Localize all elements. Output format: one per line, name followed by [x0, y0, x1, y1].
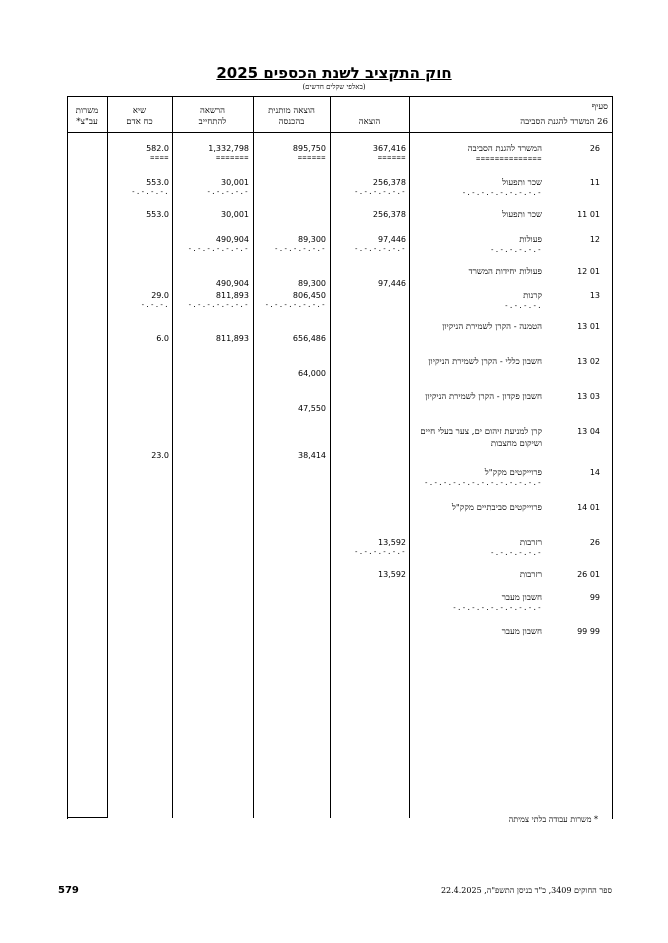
row-name: פרוייקטים מקק"ל — [484, 468, 542, 478]
row-commit-value: 490,904 — [215, 235, 249, 244]
row-name-underline: -.-.-.-.-.-.-.-.-.- — [452, 604, 542, 612]
row-peak-value: 6.0 — [156, 334, 169, 343]
header-positions: משרות עב"צ* — [75, 106, 99, 127]
row-code: 26 — [589, 538, 600, 547]
row-name: שכר ותפעול — [502, 178, 542, 188]
page-subtitle: (באלפי שקלים חדשים) — [302, 83, 366, 91]
row-commit-underline: ======= — [215, 154, 249, 162]
row-code: 11 — [589, 178, 600, 187]
row-code: 99 99 — [577, 627, 600, 636]
row-name-underline: ============== — [475, 155, 542, 163]
row-name-underline: -.-.-.-.-.-.-.-.-.-.-.-.- — [424, 479, 542, 487]
header-expense: הוצאה — [358, 117, 381, 127]
row-peak-underline: -.-.-. — [140, 301, 169, 309]
row-expense-value: 367,416 — [372, 144, 406, 153]
row-conditional-value: 38,414 — [298, 451, 326, 460]
row-name: המשרד להגנת הסביבה — [467, 144, 542, 154]
row-code: 13 03 — [577, 392, 600, 401]
publication-line: ספר החוקים 3409, כ"ד בניסן התשפ"ה, 22.4.2025 — [440, 886, 612, 895]
row-code: 12 01 — [577, 267, 600, 276]
row-conditional-value: 64,000 — [298, 369, 326, 378]
row-code: 12 — [589, 235, 600, 244]
column-divider — [172, 96, 173, 818]
row-commit-underline: -.-.-.-.-.-.- — [187, 301, 249, 309]
row-peak-value: 553.0 — [146, 178, 169, 187]
row-name: חשבון מעבר — [501, 627, 542, 637]
row-name: קרנות — [523, 291, 542, 301]
header-section: סעיף 26 המשרד להגנת הסביבה — [520, 102, 608, 127]
header-peak-manpower: שיא כח אדם — [126, 106, 153, 127]
row-code: 99 — [589, 593, 600, 602]
row-name: הטמנה - הקרן לשמירת הניקיון — [442, 322, 542, 332]
row-name-underline: -.-.-.-.-.- — [490, 549, 542, 557]
column-divider — [107, 96, 108, 818]
row-name: חשבון פקדון - הקרן לשמירת הניקיון — [425, 392, 542, 402]
row-peak-value: 582.0 — [146, 144, 169, 153]
row-expense-underline: -.-.-.-.-.- — [354, 188, 406, 196]
column-divider — [409, 96, 410, 818]
row-code: 13 02 — [577, 357, 600, 366]
row-code: 26 01 — [577, 570, 600, 579]
row-name: קרן למניעת זיהום ים, צער בעלי חיים ושיקום מחצבות — [420, 427, 542, 449]
row-expense-value: 97,446 — [378, 235, 406, 244]
row-code: 11 01 — [577, 210, 600, 219]
row-code: 26 — [589, 144, 600, 153]
row-code: 14 01 — [577, 503, 600, 512]
row-peak-value: 553.0 — [146, 210, 169, 219]
page-title: חוק התקציב לשנת הכספים 2025 — [216, 64, 452, 82]
row-expense-underline: -.-.-.-.-.- — [354, 245, 406, 253]
row-peak-underline: -.-.-.-. — [131, 188, 169, 196]
row-name: רזרבות — [519, 570, 542, 580]
row-name-underline: -.-.-.-. — [504, 302, 542, 310]
row-expense-underline: ====== — [377, 154, 406, 162]
row-conditional-value: 89,300 — [298, 235, 326, 244]
row-name: פעולות יחידות המשרד — [468, 267, 542, 277]
row-commit-underline: -.-.-.-.-.-.- — [187, 245, 249, 253]
row-name: חשבון מעבר — [501, 593, 542, 603]
row-code: 13 04 — [577, 427, 600, 436]
row-expense-value: 13,592 — [378, 570, 406, 579]
row-code: 14 — [589, 468, 600, 477]
row-commit-value: 811,893 — [215, 334, 249, 343]
row-expense-value: 13,592 — [378, 538, 406, 547]
row-commit-value: 811,893 — [215, 291, 249, 300]
row-conditional-value: 806,450 — [292, 291, 326, 300]
column-divider — [330, 96, 331, 818]
row-commit-value: 30,001 — [221, 178, 249, 187]
row-conditional-underline: -.-.-.-.-.-.- — [264, 301, 326, 309]
row-name: פעולות — [519, 235, 542, 245]
row-peak-value: 29.0 — [151, 291, 169, 300]
row-commit-value: 30,001 — [221, 210, 249, 219]
row-commit-underline: -.-.-.-.- — [206, 188, 249, 196]
header-divider — [67, 132, 612, 133]
row-name-underline: -.-.-.-.-.- — [490, 246, 542, 254]
row-name-underline: -.-.-.-.-.-.-.-.- — [461, 189, 542, 197]
row-name: רזרבות — [519, 538, 542, 548]
row-name: חשבון כללי - הקרן לשמירת הניקיון — [428, 357, 542, 367]
row-conditional-value: 895,750 — [292, 144, 326, 153]
row-expense-underline: -.-.-.-.-.- — [354, 548, 406, 556]
row-peak-value: 23.0 — [151, 451, 169, 460]
footnote: * משרות עבודה בלתי צמיתה — [508, 815, 598, 824]
row-commit-value: 1,332,798 — [208, 144, 249, 153]
table-bottom-rule — [67, 817, 107, 818]
row-commit-value: 490,904 — [215, 279, 249, 288]
row-conditional-underline: ====== — [297, 154, 326, 162]
row-conditional-value: 89,300 — [298, 279, 326, 288]
header-commitment: הרשאה להתחייב — [198, 106, 227, 127]
row-expense-value: 256,378 — [372, 178, 406, 187]
row-name: שכר ותפעול — [502, 210, 542, 220]
row-code: 13 — [589, 291, 600, 300]
header-conditional-expense: הוצאה מותנית בהכנסה — [268, 106, 315, 127]
row-conditional-underline: -.-.-.-.-.- — [274, 245, 326, 253]
row-name: פרוייקטים סביבתיים מקק"ל — [451, 503, 542, 513]
row-expense-value: 97,446 — [378, 279, 406, 288]
row-conditional-value: 656,486 — [292, 334, 326, 343]
page-number: 579 — [58, 885, 79, 896]
row-peak-underline: ==== — [150, 154, 169, 162]
row-expense-value: 256,378 — [372, 210, 406, 219]
row-code: 13 01 — [577, 322, 600, 331]
row-conditional-value: 47,550 — [298, 404, 326, 413]
